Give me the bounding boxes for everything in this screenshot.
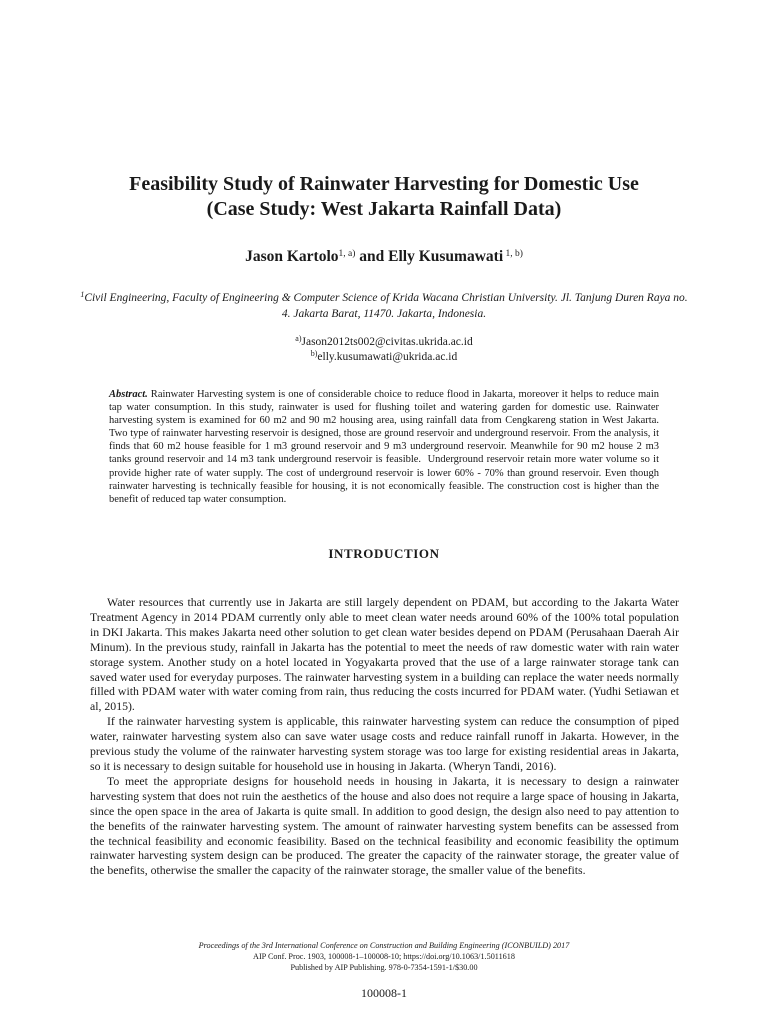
author-list [60, 247, 708, 267]
paper-title [60, 172, 708, 222]
email-line-a [60, 335, 708, 350]
affiliation-mark: 1 [80, 290, 85, 299]
author-connector: and [355, 248, 389, 265]
affiliation [80, 290, 688, 322]
author-1-name: Jason Kartolo [245, 248, 339, 265]
email-mark-a: a) [295, 334, 302, 343]
abstract [109, 388, 662, 506]
title-line-1: Feasibility Study of Rainwater Harvesting for Domestic Use [129, 173, 639, 195]
page-number: 100008-1 [361, 986, 407, 1000]
footer-publisher: Published by AIP Publishing. 978-0-7354-1591-1/$30.00 [290, 963, 478, 972]
abstract-text: Rainwater Harvesting system is one of considerable choice to reduce flood in Jakarta, moreover it helps to reduce main tap water consumption. In this study, rainwater is used for flushing toilet and watering garden for domestic use. Rainwater harvesting system is examined for 60 m2 and 90 m2 housing area, using rainfall data from Cengkareng station in West Jakarta. Two type of rainwater harvesting reservoir is designed, those are ground reservoir and underground reservoir. From the analysis, it finds that 60 m2 house feasible for 1 m3 ground reservoir and 9 m3 underground reservoir. Meanwhile for 90 m2 house 2 m3 tanks ground reservoir and 14 m3 tank underground reservoir is feasible. Underground reservoir retain more water volume so it provide higher rate of water supply. The cost of underground reservoir is lower 60% - 70% than ground reservoir. Even though rainwater harvesting is technically feasible for housing, it is not economically feasible. The construction cost is higher than the benefit of reduced tap water consumption. [109, 389, 662, 505]
section-heading-introduction: INTRODUCTION [328, 546, 440, 561]
body-paragraph-3: To meet the appropriate designs for household needs in housing in Jakarta, it is necessary to design a rainwater harvesting system that does not ruin the aesthetics of the house and also does not require a large space of housing in Jakarta, since the open space in the area of Jakarta is quite small. In addition to good design, the design also need to pay attention to the benefits of the rainwater harvesting system. The amount of rainwater harvesting system benefits can be assessed from the technical feasibility and economic feasibility. Based on the technical feasibility and economic feasibility the optimum rainwater harvesting system design can be produced. The greater the capacity of the rainwater storage, the greater value of the benefits, otherwise the smaller the capacity of the rainwater storage, the smaller value of the benefits. [90, 773, 679, 878]
footer-conference: Proceedings of the 3rd International Conference on Construction and Building Engineering (ICONBUILD) 2017 [198, 941, 570, 950]
author-emails [60, 335, 708, 364]
author-1-affiliation-mark: 1, a) [338, 249, 356, 259]
abstract-label: Abstract. [109, 389, 148, 400]
email-address-b[interactable]: elly.kusumawati@ukrida.ac.id [317, 350, 458, 363]
email-mark-b: b) [310, 348, 318, 358]
body-paragraph-2: If the rainwater harvesting system is applicable, this rainwater harvesting system can reduce the consumption of piped water, rainwater harvesting system also can save water usage costs and reduce rainfall runoff in Jakarta. However, in the previous study the volume of the rainwater harvesting system storage was too large for existing residential areas in Jakarta, so it is necessary to design suitable for household use in housing in Jakarta. (Wheryn Tandi, 2016). [90, 714, 679, 773]
email-address-a[interactable]: Jason2012ts002@civitas.ukrida.ac.id [301, 336, 473, 348]
author-2-name: Elly Kusumawati [388, 248, 504, 265]
page-footer [60, 940, 708, 973]
title-line-2: (Case Study: West Jakarta Rainfall Data) [206, 198, 562, 220]
footer-citation: AIP Conf. Proc. 1903, 100008-1–100008-10; https://doi.org/10.1063/1.5011618 [253, 952, 515, 961]
email-line-b [60, 350, 708, 365]
affiliation-text: Civil Engineering, Faculty of Engineering & Computer Science of Krida Wacana Christian University. Jl. Tanjung Duren Raya no. 4. Jakarta Barat, 11470. Jakarta, Indonesia. [84, 292, 688, 320]
author-2-affiliation-mark: 1, b) [503, 249, 523, 259]
introduction-body [90, 595, 679, 878]
body-paragraph-1: Water resources that currently use in Jakarta are still largely dependent on PDAM, but according to the Jakarta Water Treatment Agency in 2014 PDAM currently only able to meet clean water needs around 60% of the 100% total population in DKI Jakarta. This makes Jakarta need other solution to get clean water besides depend on PDAM (Perusahaan Daerah Air Minum). In the previous study, rainfall in Jakarta has the potential to meet the needs of raw domestic water with rain water storage system. Another study on a hotel located in Yogyakarta proved that the use of a large rainwater storage tank can saved water used for everyday purposes. The rainwater harvesting system in a building can replace the water needs normally filled with PDAM water with water coming from rain, thus reducing the costs incurred for PDAM water. (Yudhi Setiawan et al, 2015). [90, 595, 679, 714]
